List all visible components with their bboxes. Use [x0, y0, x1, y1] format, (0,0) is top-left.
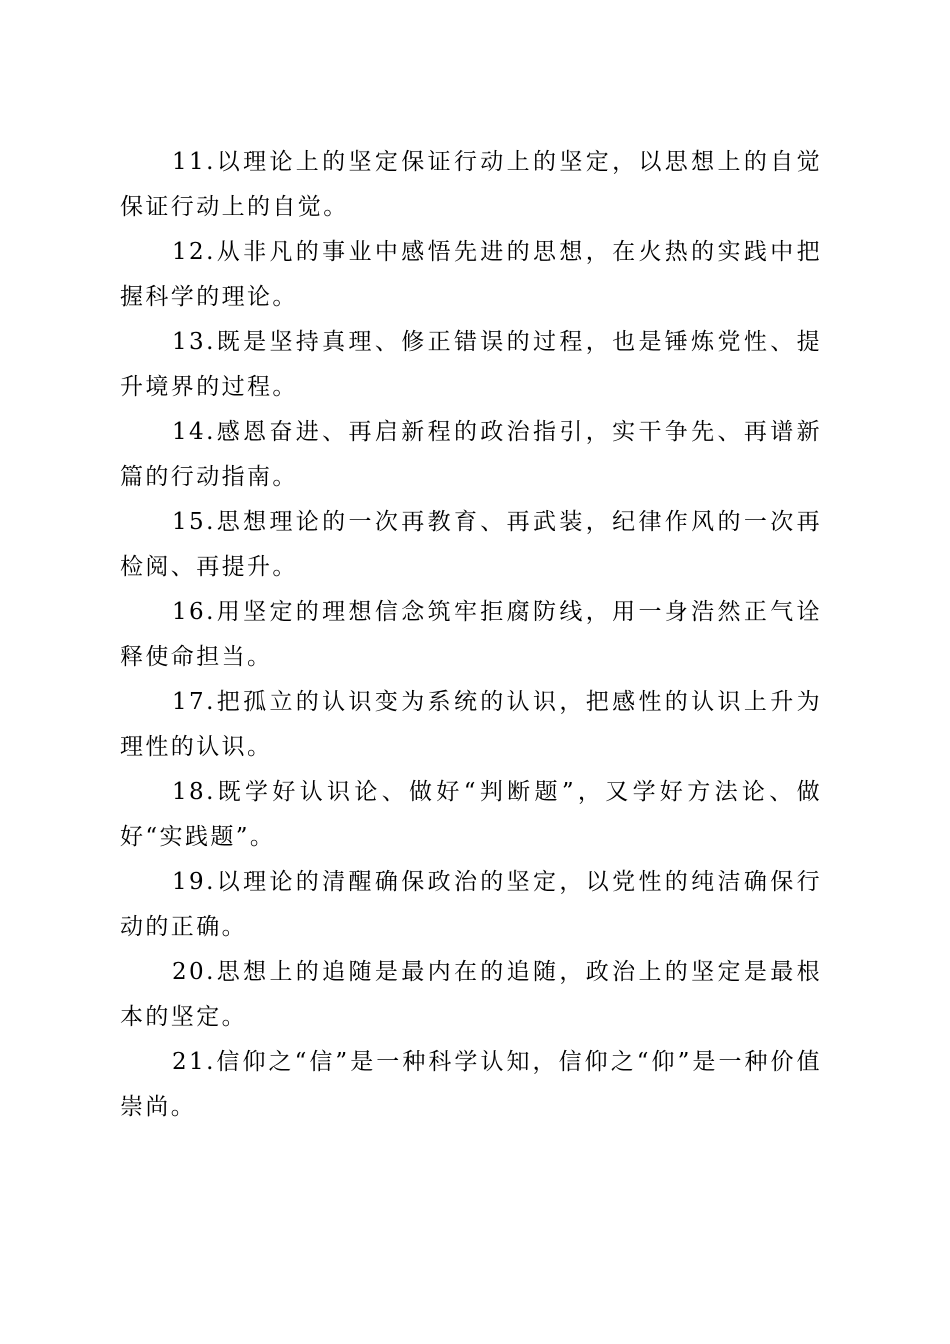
paragraph-13: 13.既是坚持真理、修正错误的过程，也是锤炼党性、提升境界的过程。 — [120, 329, 822, 400]
document-body — [120, 140, 822, 1130]
paragraph-17: 17.把孤立的认识变为系统的认识，把感性的认识上升为理性的认识。 — [120, 689, 822, 760]
paragraph-11: 11.以理论上的坚定保证行动上的坚定，以思想上的自觉保证行动上的自觉。 — [120, 149, 822, 220]
paragraph-20: 20.思想上的追随是最内在的追随，政治上的坚定是最根本的坚定。 — [120, 959, 822, 1030]
paragraph-16: 16.用坚定的理想信念筑牢拒腐防线，用一身浩然正气诠释使命担当。 — [120, 599, 822, 670]
paragraph-19: 19.以理论的清醒确保政治的坚定，以党性的纯洁确保行动的正确。 — [120, 869, 822, 940]
paragraph-14: 14.感恩奋进、再启新程的政治指引，实干争先、再谱新篇的行动指南。 — [120, 419, 822, 490]
paragraph-18: 18.既学好认识论、做好“判断题”，又学好方法论、做好“实践题”。 — [120, 779, 822, 850]
paragraph-12: 12.从非凡的事业中感悟先进的思想，在火热的实践中把握科学的理论。 — [120, 239, 822, 310]
paragraph-21: 21.信仰之“信”是一种科学认知，信仰之“仰”是一种价值崇尚。 — [120, 1049, 822, 1120]
paragraph-15: 15.思想理论的一次再教育、再武装，纪律作风的一次再检阅、再提升。 — [120, 509, 822, 580]
